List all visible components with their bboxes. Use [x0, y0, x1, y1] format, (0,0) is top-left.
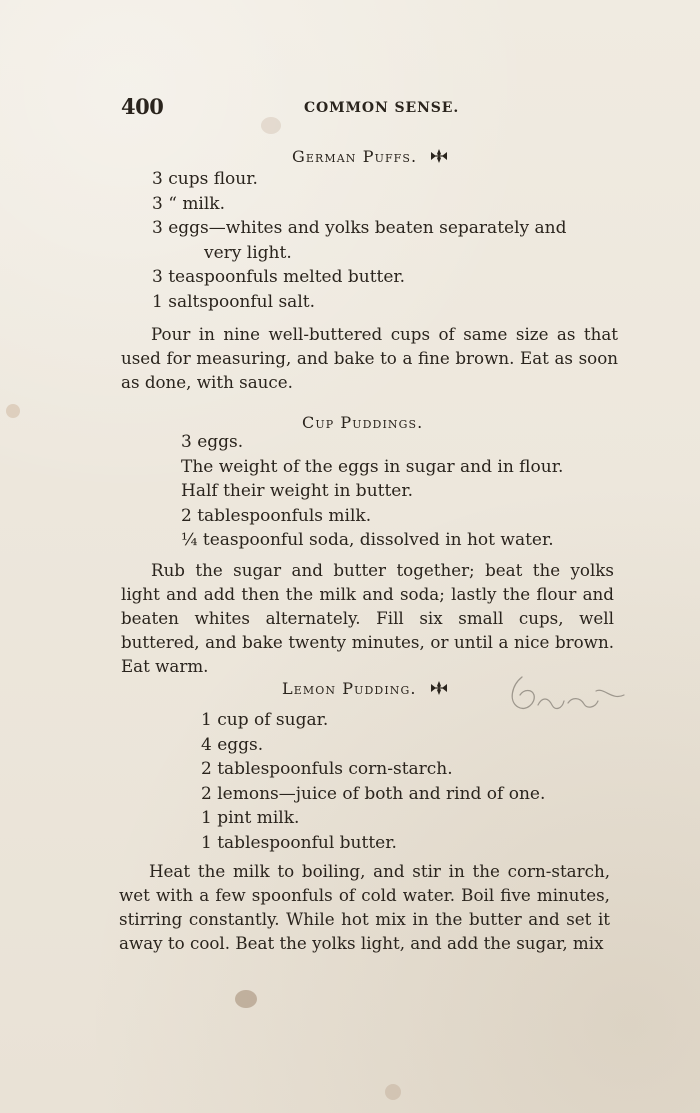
ingredient-line: 2 tablespoonfuls corn-starch.	[201, 759, 453, 779]
recipe-title-lemon-pudding	[282, 679, 448, 698]
ingredient-line: The weight of the eggs in sugar and in flour.	[181, 456, 564, 477]
ingredient-line: 4 eggs.	[201, 734, 264, 755]
ingredient-line: 1 cup of sugar.	[201, 710, 329, 730]
ingredient-line: 1 pint milk.	[201, 808, 300, 828]
ingredient-list-cup-puddings	[181, 430, 611, 553]
page-number: 400	[121, 94, 164, 119]
ingredient-line: ¼ teaspoonful soda, dissolved in hot water.	[181, 530, 554, 550]
ingredient-line: 1 saltspoonful salt.	[152, 291, 315, 312]
recipe-directions: Rub the sugar and butter together; beat the yolks light and add then the milk and soda; lastly the flour and beaten whites alternately. Fill six small cups, well buttered, and bake twenty minutes, or until a nice brown. Eat warm.	[121, 560, 614, 676]
cross-mark-icon	[430, 149, 448, 163]
page-header	[121, 94, 621, 122]
recipe-title-text: Lemon Pudding.	[282, 679, 417, 698]
paper-stain	[6, 404, 20, 418]
ingredient-line: 3 teaspoonfuls melted butter.	[152, 267, 406, 287]
ingredient-list-lemon-pudding	[201, 708, 601, 855]
paper-stain	[385, 1084, 401, 1100]
recipe-title-text: German Puffs.	[292, 147, 418, 166]
running-head: COMMON SENSE.	[304, 100, 460, 116]
ingredient-line: 2 tablespoonfuls milk.	[181, 505, 372, 526]
ingredient-line: 3 cups flour.	[152, 169, 258, 189]
recipe-directions: Heat the milk to boiling, and stir in the corn-starch, wet with a few spoonfuls of cold water. Boil five minutes, stirring constantly. While hot mix in the butter and set it away to cool. Beat the yolks light, and add the sugar, mix	[119, 861, 610, 953]
ingredient-list-german-puffs	[152, 167, 602, 314]
paper-stain	[235, 990, 257, 1008]
ingredient-line: 3 eggs.	[181, 432, 244, 452]
recipe-directions: Pour in nine well-buttered cups of same size as that used for measuring, and bake to a fine brown. Eat as soon as done, with sauce.	[121, 324, 618, 392]
ingredient-line: 1 tablespoonful butter.	[201, 832, 397, 853]
ingredient-line: 3 “ milk.	[152, 193, 226, 214]
cross-mark-icon	[430, 681, 448, 695]
ingredient-line: 3 eggs—whites and yolks beaten separately and very light.	[152, 218, 567, 263]
recipe-title-german-puffs	[292, 147, 448, 166]
recipe-title-text: Cup Puddings.	[302, 413, 424, 432]
ingredient-line: Half their weight in butter.	[181, 481, 414, 501]
ingredient-line: 2 lemons—juice of both and rind of one.	[201, 783, 546, 804]
